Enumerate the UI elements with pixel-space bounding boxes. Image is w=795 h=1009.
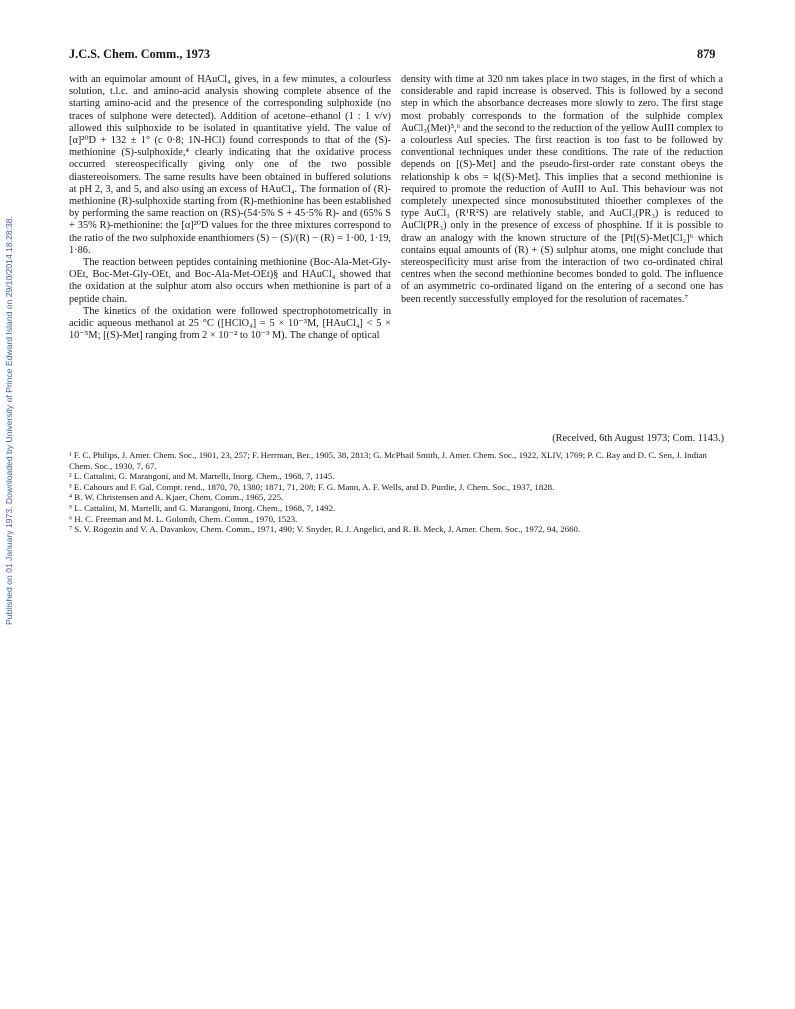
right-paragraph-1: density with time at 320 nm takes place in two stages, in the first of which a considerable and rapid increase is observed. This is followed by a second step in which the absorbance decreases more slowly to zero. The first stage most probably corresponds to the formation of the sulphide complex AuCl₃(Met)⁵,⁶ and the second to the reduction of the yellow AuIII complex to a colourless AuI species. The first reaction is too fast to be followed by conventional techniques under these conditions. The rate of the reduction depends on [(S)-Met] and the pseudo-first-order rate constant obeys the relationship k obs = k[(S)-Met]. This implies that a second methionine is required to promote the reduction of AuIII to AuI. This behaviour was not completely unexpected since monosubstituted thioether complexes of the type AuCl₃ (R¹R²S) are relatively stable, and AuCl₃(PR₃) is reduced to AuCl(PR₃) only in the presence of excess of phosphine. If it is possible to draw an analogy with the known structure of the [Pt[(S)-Met]Cl₂]⁶ which contains equal amounts of (R) + (S) sulphur atoms, one might conclude that stereospecificity must arise from the interaction of two co-ordinated chiral centres when the second methionine becomes bonded to gold. The influence of an asymmetric co-ordinated ligand on the entering of a second one has been recently successfully employed for the resolution of racemates.⁷ bbox=[401, 74, 723, 305]
left-paragraph-3: The kinetics of the oxidation were followed spectrophotometrically in acidic aqueous methanol at 25 °C ([HClO₄] = 5 × 10⁻³M, [HAuCl₄] < 5 × 10⁻⁵M; [(S)-Met] ranging from 2 × 10⁻² to 10⁻³ M). The change of optical bbox=[69, 305, 391, 342]
reference-item: ⁵ L. Cattalini, M. Martelli, and G. Marangoni, Inorg. Chem., 1968, 7, 1492. bbox=[69, 502, 336, 513]
reference-item: ⁷ S. V. Rogozin and V. A. Davankov, Chem. Comm., 1971, 490; V. Snyder, R. J. Angelici, and R. B. Meck, J. Amer. Chem. Soc., 1972, 94, 2660. bbox=[69, 524, 581, 535]
left-paragraph-1: with an equimolar amount of HAuCl₄ gives, in a few minutes, a colourless solution, t.l.c. and amino-acid analysis showing complete absence of the starting amino-acid and the presence of the corresponding sulphoxide (no traces of sulphone were detected). Addition of acetone–ethanol (1 : 1 v/v) allowed this sulphoxide to be isolated in quantitative yield. The value of [α]²⁰D + 132 ± 1° (c 0·8; 1N-HCl) found corresponds to that of the (S)-methionine (S)-sulphoxide,⁴ clearly indicating that the oxidative process occurred stereospecifically giving only one of the two possible diastereoisomers. The same results have been obtained in buffered solutions at pH 2, 3, and 5, and also using an excess of HAuCl₄. The formation of (R)-methionine (R)-sulphoxide starting from (R)-methionine has been established by performing the same reaction on (RS)-(54·5% S + 45·5% R)- and (65% S + 35% R)-methionine: the [α]²⁰D values for the three mixtures correspond to the ratio of the two sulphoxide enanthiomers (S) − (S)/(R) − (R) = 1·00, 1·19, 1·86. bbox=[69, 74, 392, 256]
download-watermark bbox=[2, 155, 18, 625]
received-date: (Received, 6th August 1973; Com. 1143.) bbox=[552, 433, 724, 444]
reference-item: ¹ F. C. Philips, J. Amer. Chem. Soc., 1901, 23, 257; F. Herrman, Ber., 1905, 38, 2813; G. McPhail Smith, J. Amer. Chem. Soc., 1922, XLIV, 1769; P. C. Ray and D. C. Sen, J. Indian Chem. Soc., 1930, 7, 67. bbox=[69, 450, 707, 471]
reference-item: ² L. Cattalini, G. Marangoni, and M. Martelli, Inorg. Chem., 1968, 7, 1145. bbox=[69, 471, 335, 482]
reference-item: ⁶ H. C. Freeman and M. L. Golomb, Chem. Comm., 1970, 1523. bbox=[69, 513, 298, 524]
references bbox=[69, 450, 725, 535]
left-column bbox=[69, 74, 391, 342]
right-column bbox=[401, 74, 723, 306]
left-paragraph-2: The reaction between peptides containing methionine (Boc-Ala-Met-Gly-OEt, Boc-Met-Gly-OEt, and Boc-Ala-Met-OEt)§ and HAuCl₄ showed that the oxidation at the sulphur atom also occurs when methionine is part of a peptide chain. bbox=[69, 257, 391, 305]
download-watermark-text: Published on 01 January 1973. Downloaded by University of Prince Edward Island on 29/10/2014 18:28:38. bbox=[4, 216, 14, 625]
page-number: 879 bbox=[697, 47, 716, 61]
journal-header: J.C.S. Chem. Comm., 1973 bbox=[69, 47, 211, 61]
reference-item: ⁴ B. W. Christensen and A. Kjaer, Chem. Comm., 1965, 225. bbox=[69, 492, 284, 503]
reference-item: ³ E. Cahours and F. Gal, Compt. rend., 1870, 70, 1380; 1871, 71, 208; F. G. Mann, A. F. Wells, and D. Purdie, J. Chem. Soc., 1937, 1828. bbox=[69, 481, 555, 492]
